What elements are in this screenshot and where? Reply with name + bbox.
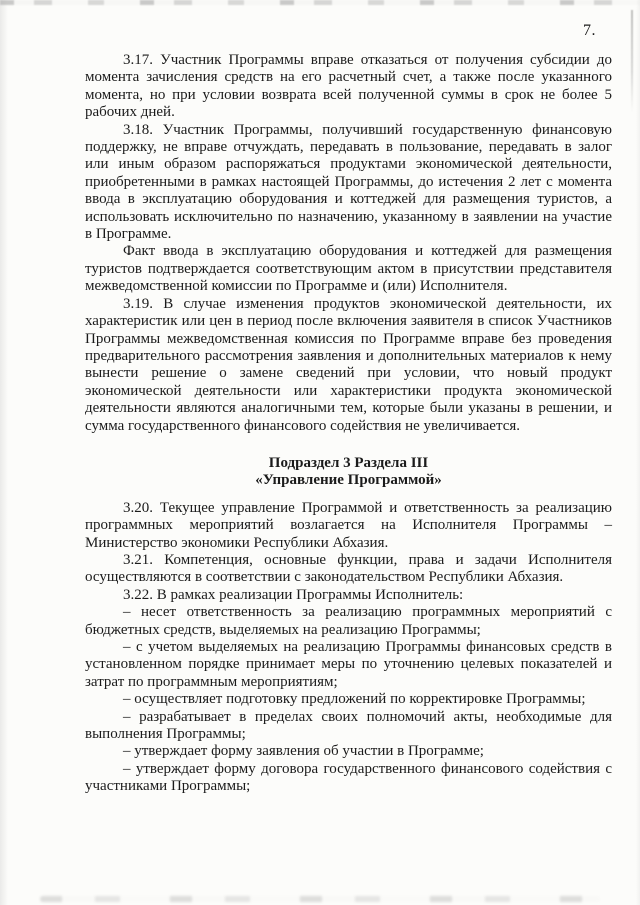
bullet-item-4: – разрабатывает в пределах своих полномочий акты, необходимые для выполнения Программы; <box>85 708 612 743</box>
bullet-item-5: – утверждает форму заявления об участии в Программе; <box>123 743 484 760</box>
section-heading-line1: Подраздел 3 Раздела III <box>268 454 429 471</box>
scan-artifact-left-edge <box>0 0 8 905</box>
document-body <box>85 52 612 796</box>
section-heading-line2: «Управление Программой» <box>255 472 442 489</box>
paragraph-3-22-intro: 3.22. В рамках реализации Программы Исполнитель: <box>123 586 464 603</box>
page-number: 7. <box>583 22 596 39</box>
paragraph-3-17: 3.17. Участник Программы вправе отказаться от получения субсидии до момента зачисления средств на его расчетный счет, а также после указанного момента, но при условии возврата всей полученной суммы в срок не более 5 рабочих дней. <box>85 52 612 121</box>
paragraph-3-19: 3.19. В случае изменения продуктов экономической деятельности, их характеристик или цен в период после включения заявителя в список Участников Программы межведомственная комиссия по Программе вправе без проведения предварительного рассмотрения заявления и дополнительных материалов к нему вынести решение о замене сведений при условии, что новый продукт экономической деятельности или характеристики продукта экономической деятельности являются аналогичными тем, которые были указаны в решении, и сумма государственного финансового содействия не увеличивается. <box>85 295 612 434</box>
bullet-item-1: – несет ответственность за реализацию программных мероприятий с бюджетных средств, выделяемых на реализацию Программы; <box>85 604 612 638</box>
bullet-item-2: – с учетом выделяемых на реализацию Программы финансовых средств в установленном порядке принимает меры по уточнению целевых показателей и затрат по программным мероприятиям; <box>85 639 612 690</box>
scan-artifact-right-line <box>631 10 633 112</box>
bullet-item-6: – утверждает форму договора государственного финансового содействия с участниками Программы; <box>85 760 612 795</box>
paragraph-3-18: 3.18. Участник Программы, получивший государственную финансовую поддержку, не вправе отчуждать, передавать в пользование, передавать в залог или иным образом распоряжаться продуктами экономической деятельности, приобретенными в рамках настоящей Программы, до истечения 2 лет с момента ввода в эксплуатацию оборудования и коттеджей для размещения туристов, а использовать исключительно по назначению, указанному в заявлении на участие в Программе. <box>85 121 612 243</box>
section-heading <box>85 455 612 490</box>
paragraph-3-20: 3.20. Текущее управление Программой и ответственность за реализацию программных мероприятий возлагается на Исполнителя Программы – Министерство экономики Республики Абхазия. <box>85 499 612 551</box>
scan-artifact-top-band <box>0 0 640 5</box>
scan-artifact-bottom-smudge <box>40 896 600 902</box>
paragraph-3-21: 3.21. Компетенция, основные функции, права и задачи Исполнителя осуществляются в соответствии с законодательством Республики Абхазия. <box>85 551 612 586</box>
paragraph-fact-statement: Факт ввода в эксплуатацию оборудования и коттеджей для размещения туристов подтверждается соответствующим актом в присутствии представителя межведомственной комиссии по Программе и (или) Исполнителя. <box>85 243 612 295</box>
bullet-item-3: – осуществляет подготовку предложений по корректировке Программы; <box>123 691 586 708</box>
scan-artifact-right-edge <box>636 0 640 905</box>
